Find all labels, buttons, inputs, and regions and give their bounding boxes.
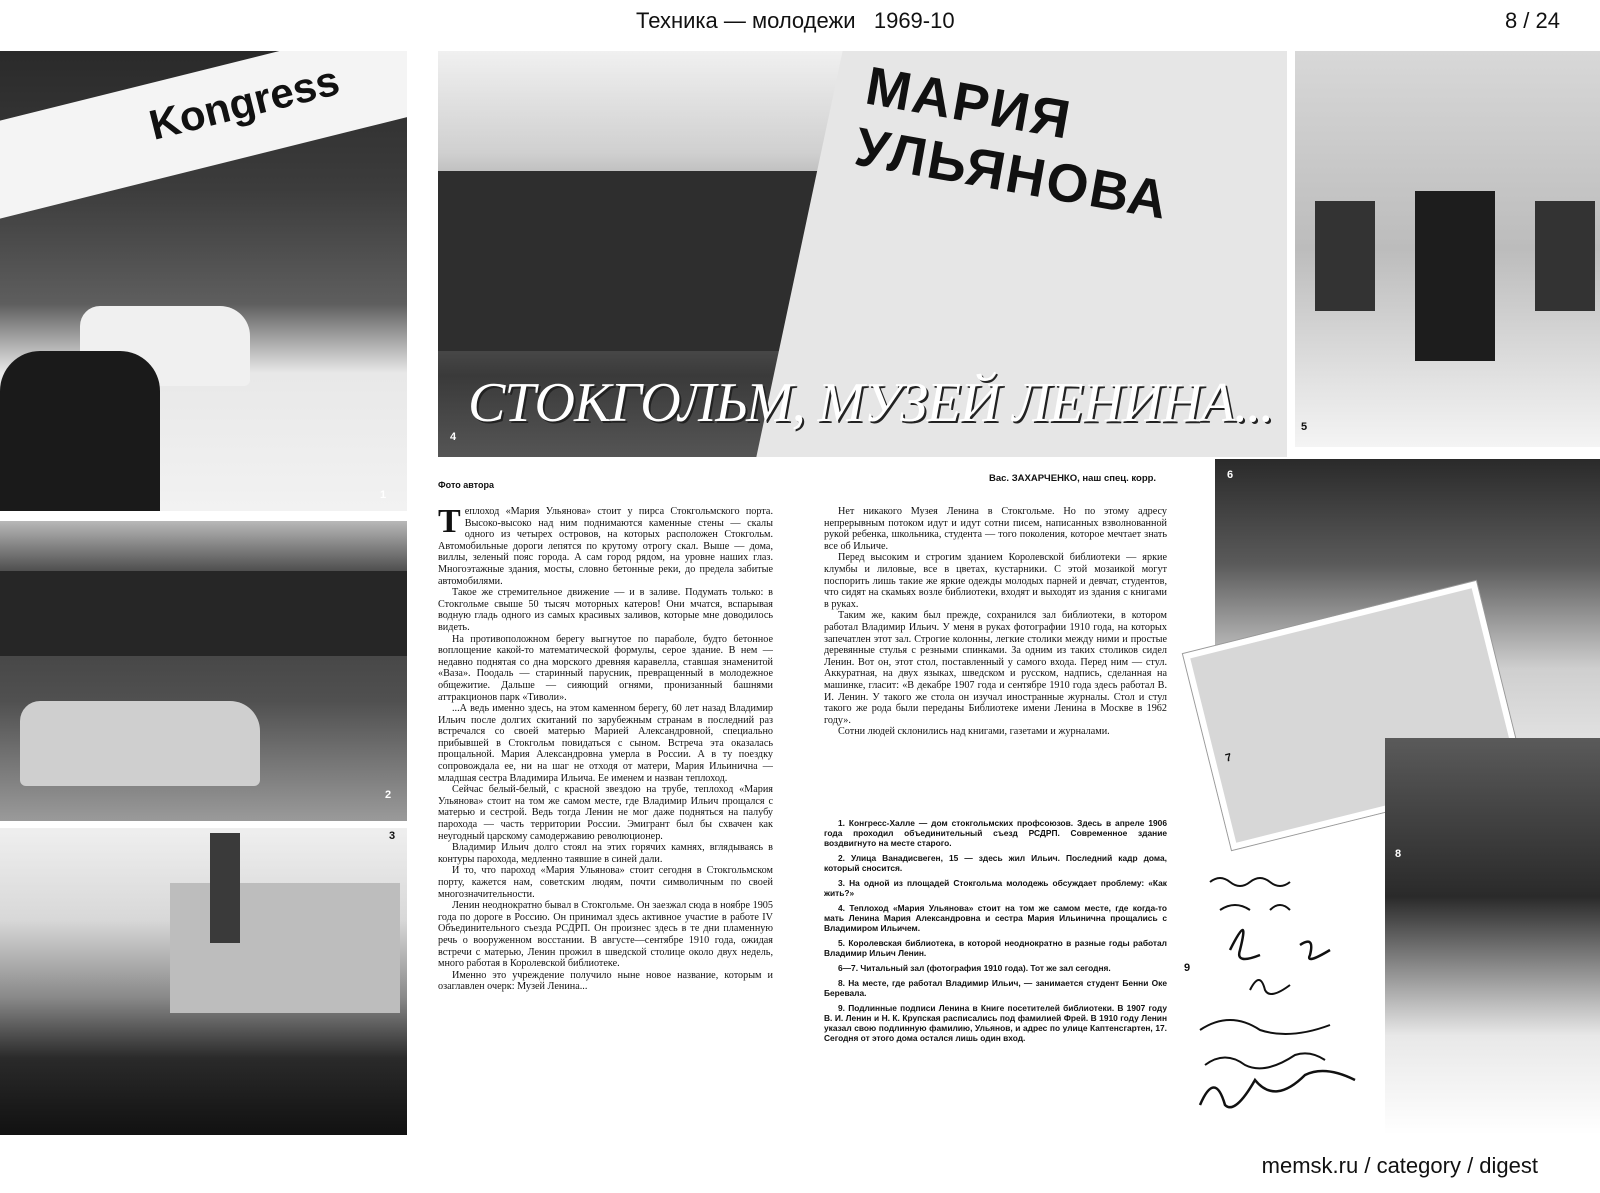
shop-front-shape — [0, 571, 407, 656]
photo-number: 2 — [385, 789, 392, 801]
congress-sign — [0, 51, 407, 219]
signatures-image — [1190, 870, 1390, 1120]
photo-number: 6 — [1227, 469, 1234, 481]
window-shape — [1535, 201, 1595, 311]
congress-sign-text: Kongress — [144, 56, 344, 149]
photo-credit: Фото автора — [438, 480, 494, 490]
caption: 3. На одной из площадей Стокгольма молодежь обсуждает проблему: «Как жить?» — [824, 878, 1167, 898]
drop-cap: Т — [438, 503, 461, 540]
building-shape — [170, 883, 400, 1013]
photo-square — [0, 828, 407, 1135]
paragraph: Ленин неоднократно бывал в Стокгольме. Он заезжал сюда в ноябре 1905 года по дороге в Россию. Он принимал здесь активное участие в работе IV Объединительного съезда РСДРП. Он произнес здесь в те дни пламенную речь о вооруженном восстании. В августе—сентябре 1910 года, ожидая встречи с матерью, Ленин прожил в шведской столице около двух недель, много работая в Королевской библиотеке. — [438, 900, 773, 970]
photo-captions — [824, 818, 1167, 1048]
paragraph: Именно это учреждение получило ныне новое название, которым и озаглавлен очерк: Музей Ленина... — [438, 969, 773, 993]
harbor-shape — [438, 171, 818, 351]
person-shape — [0, 351, 160, 511]
photo-number: 3 — [389, 830, 396, 842]
paragraph — [438, 503, 773, 587]
page-counter: 8 / 24 — [1504, 8, 1560, 33]
photo-student — [1385, 738, 1600, 1135]
tower-shape — [210, 833, 240, 943]
car-shape — [20, 701, 260, 786]
document-title: Техника — молодежи 1969-10 — [636, 8, 955, 33]
paragraph: На противоположном берегу выгнутое по параболе, будто бетонное воплощение какой-то математической формулы, серое здание. В нем — недавно поднятая со дна морского древняя каравелла, ставшая знаменитой «Ваза». Поодаль — старинный парусник, превращенный в молодежное общежитие. Дальше — сияющий огнями, пронизанный башнями аттракционов парк «Тиволи». — [438, 633, 773, 703]
ship-name: МАРИЯ УЛЬЯНОВА — [850, 55, 1174, 231]
window-shape — [1315, 201, 1375, 311]
photo-congress-hall — [0, 51, 407, 511]
paragraph: Таким же, каким был прежде, сохранился зал библиотеки, в котором работал Владимир Ильич. У меня в руках фотографии 1910 года, на которых запечатлен этот зал. Строгие колонны, легкие столики между ними и простые деревянные стулья с резными спинками. За одним из таких столиков сидел Ленин. Вот он, этот стол, поставленный у самого входа. Перед ним — стул. Аккуратная, на двух языках, шведском и русском, надпись, сделанная на машинке, гласит: «В декабре 1907 года и сентябре 1910 года здесь работал В. И. Ленин. У такого же стола он изучал иностранные журналы. Стол и стул такого же рода были переданы Библиотеке имени Ленина в Москве в 1962 году». — [824, 610, 1167, 726]
paragraph: ...А ведь именно здесь, на этом каменном берегу, 60 лет назад Владимир Ильич после долгих скитаний по зарубежным странам в последний раз встречался со своей матерью Марией Александровной, специально прибывшей в Стокгольм повидаться с сыном. Встреча эта оказалась прощальной. Мария Александровна умерла в России. А в ту поездку сопровождала ее, ни на шаг не отходя от матери, Мария Ильинична — младшая сестра Владимира Ильича. Ее именем и назван теплоход. — [438, 703, 773, 784]
paragraph: Нет никакого Музея Ленина в Стокгольме. Но по этому адресу непрерывным потоком идут и идут сотни писем, написанных взволнованной рукой ребенка, школьника, студента — того поколения, которое мечтает знать все об Ильиче. — [824, 506, 1167, 552]
author-byline: Вас. ЗАХАРЧЕНКО, наш спец. корр. — [989, 473, 1157, 484]
article-column-1 — [438, 503, 773, 993]
photo-ship — [438, 51, 1287, 457]
photo-number: 4 — [450, 431, 457, 443]
door-shape — [1415, 191, 1495, 361]
paragraph: И то, что пароход «Мария Ульянова» стоит сегодня в Стокгольмском порту, кажется нам, советским людям, почти символичным по своей многозначительности. — [438, 865, 773, 900]
caption: 5. Королевская библиотека, в которой неоднократно в разные годы работал Владимир Ильич Ленин. — [824, 938, 1167, 958]
photo-library-building — [1295, 51, 1600, 447]
paragraph: Сотни людей склонились над книгами, газетами и журналами. — [838, 726, 1110, 738]
photo-number: 1 — [380, 489, 387, 501]
caption: 4. Теплоход «Мария Ульянова» стоит на том же самом месте, где когда-то мать Ленина Мария Александровна и сестра Мария Ильинична прощались с Владимиром Ильичем. — [824, 903, 1167, 933]
caption: 9. Подлинные подписи Ленина в Книге посетителей библиотеки. В 1907 году В. И. Ленин и Н. К. Крупская расписались под фамилией Фрей. В 1910 году Ленин указал свою подлинную фамилию, Ульянов, и адрес по улице Каптенсгартен, 17. Сегодня от этого дома остался лишь один вход. — [824, 1003, 1167, 1043]
photo-number: 7 — [1224, 751, 1234, 765]
caption: 2. Улица Ванадисвеген, 15 — здесь жил Ильич. Последний кадр дома, который сносится. — [824, 853, 1167, 873]
photo-number: 5 — [1301, 421, 1308, 433]
viewer-header — [0, 0, 1600, 42]
paragraph: Перед высоким и строгим зданием Королевской библиотеки — яркие клумбы и лиловые, все в цветах, кустарники. С этой мозаикой могут поспорить лишь такие же яркие одежды молодых парней и девчат, студентов, что сидят на скамьях возле библиотеки, входят и выходят из здания с книгами в руках. — [824, 552, 1167, 610]
paragraph: Сейчас белый-белый, с красной звездою на трубе, теплоход «Мария Ульянова» стоит на том же самом месте, где Владимир Ильич прощался с матерью и сестрой. Ведь тогда Ленин не мог даже подняться на палубу парохода — часть территории России. Эмигрант был бы схвачен как неугодный царскому самодержавию революционер. — [438, 784, 773, 842]
source-link[interactable]: memsk.ru / category / digest — [1261, 1153, 1538, 1178]
photo-number: 9 — [1184, 962, 1191, 974]
caption: 1. Конгресс-Халле — дом стокгольмских профсоюзов. Здесь в апреле 1906 года проходил объединительный съезд РСДРП. Современное здание воздвигнуто на месте старого. — [824, 818, 1167, 848]
caption: 8. На месте, где работал Владимир Ильич, — занимается студент Бенни Оке Беревала. — [824, 978, 1167, 998]
photo-street — [0, 521, 407, 821]
article-column-2 — [824, 506, 1167, 738]
article-headline: СТОКГОЛЬМ, МУЗЕЙ ЛЕНИНА... — [468, 372, 1274, 434]
paragraph: Владимир Ильич долго стоял на этих горячих камнях, вглядываясь в контуры парохода, медленно таявшие в синей дали. — [438, 842, 773, 865]
paragraph: Такое же стремительное движение — и в заливе. Подумать только: в Стокгольме свыше 50 тысяч моторных катеров! Они мчатся, вспарывая водную гладь одного из самых красивых заливов, которые мне доводилось видеть. — [438, 587, 773, 633]
paragraph-text: еплоход «Мария Ульянова» стоит у пирса Стокгольмского порта. Высоко-высоко над ним поднимаются каменные стены — скалы одного из четырех островов, на которых расположен Стокгольм. Автомобильные дороги лепятся по крутому отрогу скал. Выше — дома, виллы, зеленый пояс города. А сам город рядом, на уровне наших глаз. Многоэтажные здания, мосты, словно бетонные реки, до предела забитые автомобилями. — [438, 506, 773, 587]
photo-number: 8 — [1395, 848, 1402, 860]
caption: 6—7. Читальный зал (фотография 1910 года). Тот же зал сегодня. — [838, 963, 1111, 973]
signature-drawing — [1190, 870, 1390, 1120]
